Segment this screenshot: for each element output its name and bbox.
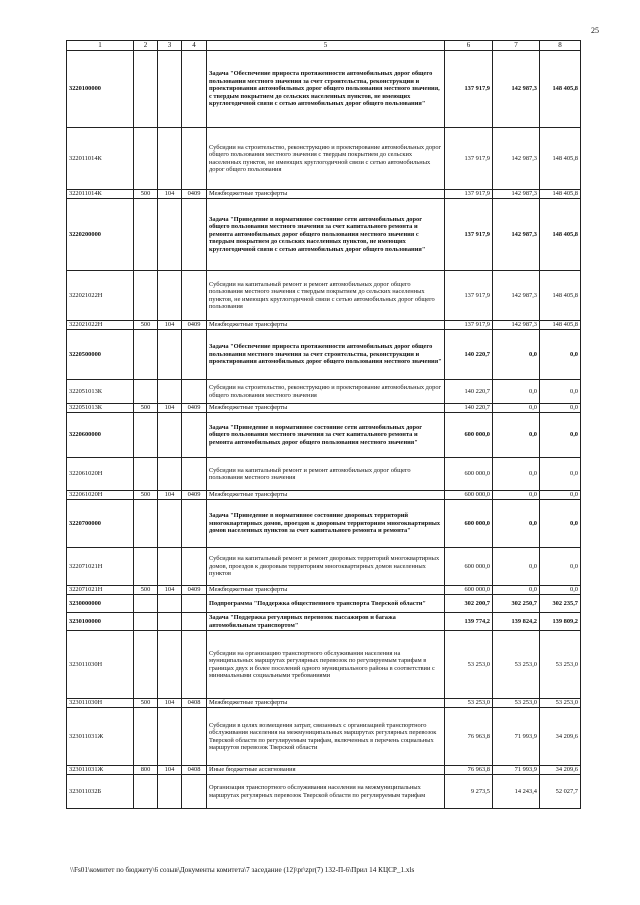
amount-year3-cell: 34 209,6: [540, 766, 581, 775]
amount-year1-cell: 302 200,7: [445, 595, 493, 613]
header-row: [67, 41, 581, 51]
kcsr-code-cell: 322071021Н: [67, 548, 134, 586]
table-row: [67, 380, 581, 404]
amount-year2-cell: 71 993,9: [493, 708, 540, 766]
expense-type-cell: [134, 708, 158, 766]
amount-year2-cell: 0,0: [493, 413, 540, 458]
table-row: [67, 586, 581, 595]
amount-year2-cell: 0,0: [493, 458, 540, 491]
amount-year2-cell: 71 993,9: [493, 766, 540, 775]
expense-type-cell: 800: [134, 766, 158, 775]
description-cell: Межбюджетные трансферты: [207, 404, 445, 413]
table-row: [67, 321, 581, 330]
header-cell: 5: [207, 41, 445, 51]
description-cell: Задача "Приведение в нормативное состояние дворовых территорий многоквартирных домов, проездов к дворовым территориям многоквартирных домов населенных пунктов за счет капитального ремонта и ремонта": [207, 500, 445, 548]
amount-year1-cell: 600 000,0: [445, 458, 493, 491]
section-code-cell: [182, 128, 207, 190]
expense-type-cell: [134, 595, 158, 613]
table-row: [67, 413, 581, 458]
amount-year3-cell: 0,0: [540, 380, 581, 404]
ministry-code-cell: 104: [158, 190, 182, 199]
amount-year3-cell: 148 405,8: [540, 190, 581, 199]
section-code-cell: 0409: [182, 190, 207, 199]
amount-year3-cell: 34 209,6: [540, 708, 581, 766]
amount-year3-cell: 148 405,8: [540, 128, 581, 190]
header-cell: 3: [158, 41, 182, 51]
section-code-cell: [182, 631, 207, 699]
amount-year1-cell: 76 963,8: [445, 766, 493, 775]
ministry-code-cell: 104: [158, 766, 182, 775]
kcsr-code-cell: 322061020Н: [67, 458, 134, 491]
header-cell: 7: [493, 41, 540, 51]
amount-year3-cell: 52 027,7: [540, 775, 581, 809]
header-cell: 1: [67, 41, 134, 51]
description-cell: Подпрограмма "Поддержка общественного транспорта Тверской области": [207, 595, 445, 613]
description-cell: Межбюджетные трансферты: [207, 321, 445, 330]
amount-year1-cell: 137 917,9: [445, 190, 493, 199]
table-row: [67, 128, 581, 190]
ministry-code-cell: [158, 708, 182, 766]
amount-year1-cell: 137 917,9: [445, 271, 493, 321]
ministry-code-cell: [158, 458, 182, 491]
section-code-cell: 0409: [182, 404, 207, 413]
header-cell: 2: [134, 41, 158, 51]
header-cell: 6: [445, 41, 493, 51]
description-cell: Задача "Приведение в нормативное состояние сети автомобильных дорог общего пользования местного значения за счет капитального ремонта и ремонта автомобильных дорог общего пользования местного значения": [207, 413, 445, 458]
amount-year1-cell: 140 220,7: [445, 380, 493, 404]
description-cell: Организация транспортного обслуживания населения на межмуниципальных маршрутах регулярных перевозок Тверской области по регулируемым тарифам: [207, 775, 445, 809]
expense-type-cell: [134, 631, 158, 699]
amount-year1-cell: 53 253,0: [445, 699, 493, 708]
amount-year2-cell: 142 987,3: [493, 321, 540, 330]
amount-year1-cell: 600 000,0: [445, 586, 493, 595]
table-row: [67, 271, 581, 321]
amount-year2-cell: 53 253,0: [493, 699, 540, 708]
amount-year2-cell: 142 987,3: [493, 190, 540, 199]
header-cell: 4: [182, 41, 207, 51]
expense-type-cell: 500: [134, 699, 158, 708]
ministry-code-cell: 104: [158, 404, 182, 413]
amount-year2-cell: 0,0: [493, 330, 540, 380]
ministry-code-cell: [158, 271, 182, 321]
expense-type-cell: 500: [134, 404, 158, 413]
description-cell: Субсидии на капитальный ремонт и ремонт автомобильных дорог общего пользования местного значения с твердым покрытием до сельских населенных пунктов, не имеющих круглогодичной связи с сетью автомобильных дорог общего пользования: [207, 271, 445, 321]
amount-year1-cell: 76 963,8: [445, 708, 493, 766]
table-row: [67, 766, 581, 775]
kcsr-code-cell: 322061020Н: [67, 491, 134, 500]
section-code-cell: [182, 413, 207, 458]
amount-year1-cell: 137 917,9: [445, 321, 493, 330]
section-code-cell: [182, 330, 207, 380]
expense-type-cell: 500: [134, 321, 158, 330]
description-cell: Субсидии на капитальный ремонт и ремонт дворовых территорий многоквартирных домов, проездов к дворовым территориям многоквартирных домов населенных пунктов: [207, 548, 445, 586]
description-cell: Задача "Поддержка регулярных перевозок пассажиров и багажа автомобильным транспортом": [207, 613, 445, 631]
amount-year1-cell: 140 220,7: [445, 404, 493, 413]
expense-type-cell: [134, 380, 158, 404]
section-code-cell: [182, 458, 207, 491]
section-code-cell: [182, 548, 207, 586]
amount-year1-cell: 53 253,0: [445, 631, 493, 699]
ministry-code-cell: 104: [158, 491, 182, 500]
amount-year3-cell: 0,0: [540, 330, 581, 380]
kcsr-code-cell: 323011031Ж: [67, 766, 134, 775]
table-row: [67, 51, 581, 128]
description-cell: Межбюджетные трансферты: [207, 699, 445, 708]
expense-type-cell: [134, 413, 158, 458]
kcsr-code-cell: 3220100000: [67, 51, 134, 128]
ministry-code-cell: [158, 775, 182, 809]
description-cell: Межбюджетные трансферты: [207, 190, 445, 199]
table-row: [67, 548, 581, 586]
table-row: [67, 775, 581, 809]
amount-year2-cell: 0,0: [493, 586, 540, 595]
amount-year1-cell: 600 000,0: [445, 548, 493, 586]
amount-year1-cell: 600 000,0: [445, 413, 493, 458]
amount-year1-cell: 600 000,0: [445, 500, 493, 548]
amount-year2-cell: 139 824,2: [493, 613, 540, 631]
amount-year3-cell: 302 235,7: [540, 595, 581, 613]
header-cell: 8: [540, 41, 581, 51]
amount-year3-cell: 0,0: [540, 413, 581, 458]
amount-year2-cell: 14 243,4: [493, 775, 540, 809]
table-row: [67, 500, 581, 548]
section-code-cell: [182, 500, 207, 548]
table-row: [67, 190, 581, 199]
kcsr-code-cell: 3230100000: [67, 613, 134, 631]
amount-year3-cell: 148 405,8: [540, 271, 581, 321]
kcsr-code-cell: 322011014К: [67, 128, 134, 190]
ministry-code-cell: [158, 51, 182, 128]
amount-year1-cell: 9 273,5: [445, 775, 493, 809]
amount-year3-cell: 53 253,0: [540, 699, 581, 708]
expense-type-cell: [134, 199, 158, 271]
section-code-cell: 0409: [182, 321, 207, 330]
ministry-code-cell: [158, 631, 182, 699]
expense-type-cell: [134, 613, 158, 631]
section-code-cell: [182, 271, 207, 321]
expense-type-cell: 500: [134, 190, 158, 199]
expense-type-cell: [134, 548, 158, 586]
amount-year3-cell: 53 253,0: [540, 631, 581, 699]
amount-year1-cell: 137 917,9: [445, 199, 493, 271]
section-code-cell: [182, 380, 207, 404]
ministry-code-cell: 104: [158, 321, 182, 330]
ministry-code-cell: 104: [158, 586, 182, 595]
amount-year2-cell: 53 253,0: [493, 631, 540, 699]
ministry-code-cell: [158, 613, 182, 631]
description-cell: Задача "Обеспечение прироста протяженности автомобильных дорог общего пользования местного значения за счет строительства, реконструкции и проектирования автомобильных дорог общего пользования местного значения, с твердым покрытием до сельских населенных пунктов, не имеющих круглогодичной связи с сетью автомобильных дорог общего пользования": [207, 51, 445, 128]
table-row: [67, 595, 581, 613]
ministry-code-cell: [158, 330, 182, 380]
table-row: [67, 708, 581, 766]
description-cell: Иные бюджетные ассигнования: [207, 766, 445, 775]
amount-year2-cell: 0,0: [493, 491, 540, 500]
amount-year3-cell: 148 405,8: [540, 51, 581, 128]
amount-year3-cell: 0,0: [540, 586, 581, 595]
kcsr-code-cell: 322051013К: [67, 404, 134, 413]
amount-year2-cell: 0,0: [493, 404, 540, 413]
ministry-code-cell: [158, 500, 182, 548]
expense-type-cell: [134, 500, 158, 548]
kcsr-code-cell: 323011030Н: [67, 631, 134, 699]
kcsr-code-cell: 3220500000: [67, 330, 134, 380]
amount-year1-cell: 137 917,9: [445, 128, 493, 190]
kcsr-code-cell: 322051013К: [67, 380, 134, 404]
table-row: [67, 404, 581, 413]
kcsr-code-cell: 322011014К: [67, 190, 134, 199]
page-number: 25: [591, 26, 599, 35]
kcsr-code-cell: 322021022Н: [67, 271, 134, 321]
description-cell: Субсидии на капитальный ремонт и ремонт автомобильных дорог общего пользования местного значения: [207, 458, 445, 491]
section-code-cell: 0409: [182, 586, 207, 595]
file-path-footer: \\Fs01\комитет по бюджету\6 созыв\Документы комитета\7 заседание (12)\pr\zpr(7) 132-П-6\Прил 14 КЦСР_1.xls: [70, 866, 415, 874]
expense-type-cell: [134, 330, 158, 380]
expense-type-cell: [134, 271, 158, 321]
kcsr-code-cell: 3230000000: [67, 595, 134, 613]
kcsr-code-cell: 3220700000: [67, 500, 134, 548]
expense-type-cell: [134, 775, 158, 809]
description-cell: Задача "Обеспечение прироста протяженности автомобильных дорог общего пользования местного значения за счет строительства, реконструкции и проектирования автомобильных дорог общего пользования местного значения": [207, 330, 445, 380]
amount-year1-cell: 600 000,0: [445, 491, 493, 500]
description-cell: Субсидии на строительство, реконструкцию и проектирование автомобильных дорог общего пользования местного значения с твердым покрытием до сельских населенных пунктов, не имеющих круглогодичной связи с сетью автомобильных дорог общего пользования: [207, 128, 445, 190]
ministry-code-cell: 104: [158, 699, 182, 708]
table-row: [67, 491, 581, 500]
kcsr-code-cell: 323011031Ж: [67, 708, 134, 766]
section-code-cell: [182, 595, 207, 613]
amount-year2-cell: 142 987,3: [493, 128, 540, 190]
amount-year2-cell: 302 250,7: [493, 595, 540, 613]
amount-year2-cell: 142 987,3: [493, 199, 540, 271]
amount-year3-cell: 0,0: [540, 548, 581, 586]
amount-year2-cell: 142 987,3: [493, 271, 540, 321]
amount-year3-cell: 148 405,8: [540, 199, 581, 271]
ministry-code-cell: [158, 380, 182, 404]
ministry-code-cell: [158, 548, 182, 586]
expense-type-cell: [134, 51, 158, 128]
ministry-code-cell: [158, 128, 182, 190]
expense-type-cell: 500: [134, 491, 158, 500]
ministry-code-cell: [158, 595, 182, 613]
table-row: [67, 631, 581, 699]
kcsr-code-cell: 3220600000: [67, 413, 134, 458]
section-code-cell: [182, 51, 207, 128]
ministry-code-cell: [158, 199, 182, 271]
amount-year2-cell: 0,0: [493, 548, 540, 586]
kcsr-code-cell: 322021022Н: [67, 321, 134, 330]
ministry-code-cell: [158, 413, 182, 458]
expense-type-cell: [134, 458, 158, 491]
amount-year3-cell: 0,0: [540, 458, 581, 491]
amount-year2-cell: 0,0: [493, 500, 540, 548]
section-code-cell: [182, 199, 207, 271]
table-row: [67, 330, 581, 380]
kcsr-code-cell: 3220200000: [67, 199, 134, 271]
amount-year1-cell: 139 774,2: [445, 613, 493, 631]
expense-type-cell: 500: [134, 586, 158, 595]
section-code-cell: 0409: [182, 491, 207, 500]
description-cell: Межбюджетные трансферты: [207, 586, 445, 595]
amount-year2-cell: 142 987,3: [493, 51, 540, 128]
table-row: [67, 458, 581, 491]
table-row: [67, 199, 581, 271]
section-code-cell: 0408: [182, 699, 207, 708]
table-row: [67, 699, 581, 708]
kcsr-code-cell: 323011032Б: [67, 775, 134, 809]
description-cell: Субсидии в целях возмещения затрат, связанных с организацией транспортного обслуживания населения на межмуниципальных маршрутах регулярных перевозок Тверской области по регулируемым тарифам, включенных в перечень социальных маршрутов перевозок Тверской области: [207, 708, 445, 766]
section-code-cell: [182, 708, 207, 766]
amount-year2-cell: 0,0: [493, 380, 540, 404]
amount-year3-cell: 0,0: [540, 500, 581, 548]
amount-year3-cell: 148 405,8: [540, 321, 581, 330]
section-code-cell: [182, 613, 207, 631]
amount-year3-cell: 0,0: [540, 404, 581, 413]
description-cell: Межбюджетные трансферты: [207, 491, 445, 500]
section-code-cell: [182, 775, 207, 809]
table-row: [67, 613, 581, 631]
kcsr-code-cell: 323011030Н: [67, 699, 134, 708]
amount-year1-cell: 140 220,7: [445, 330, 493, 380]
budget-table: [66, 40, 581, 809]
description-cell: Задача "Приведение в нормативное состояние сети автомобильных дорог общего пользования местного значения за счет капитального ремонта и ремонта автомобильных дорог общего пользования местного значения с твердым покрытием до сельских населенных пунктов, не имеющих круглогодичной связи с сетью автомобильных дорог общего пользования": [207, 199, 445, 271]
expense-type-cell: [134, 128, 158, 190]
description-cell: Субсидии на организацию транспортного обслуживания населения на муниципальных маршрутах регулярных перевозок по регулируемым тарифам в границах двух и более поселений одного муниципального района в соответствии с минимальными социальными требованиями: [207, 631, 445, 699]
amount-year1-cell: 137 917,9: [445, 51, 493, 128]
kcsr-code-cell: 322071021Н: [67, 586, 134, 595]
section-code-cell: 0408: [182, 766, 207, 775]
amount-year3-cell: 0,0: [540, 491, 581, 500]
description-cell: Субсидии на строительство, реконструкцию и проектирование автомобильных дорог общего пользования местного значения: [207, 380, 445, 404]
amount-year3-cell: 139 809,2: [540, 613, 581, 631]
